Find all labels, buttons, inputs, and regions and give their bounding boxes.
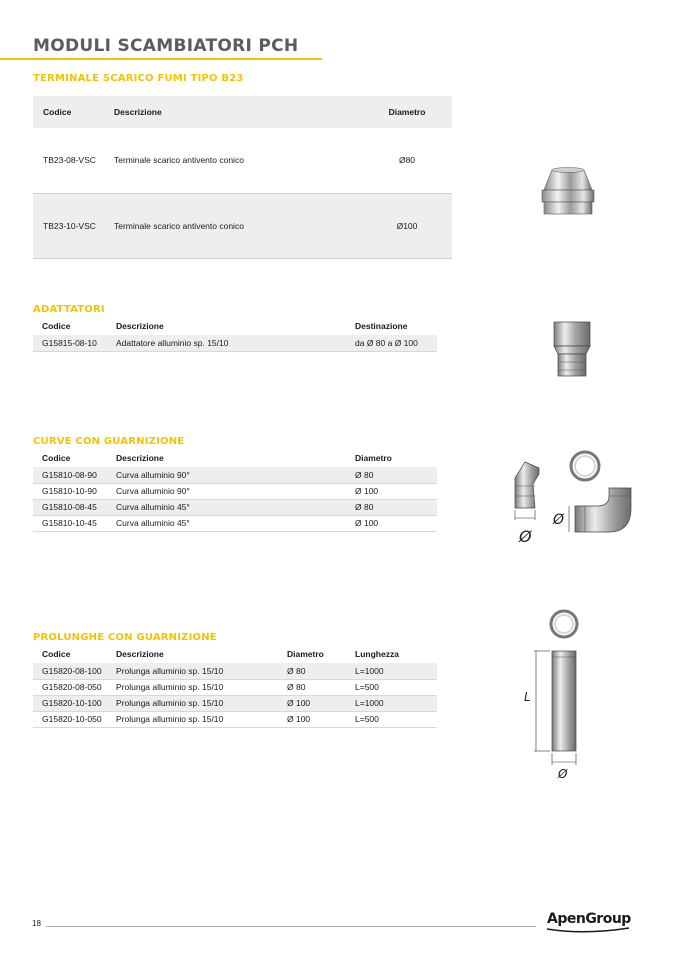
prolunga-diameter-label: Ø bbox=[558, 767, 568, 781]
cell-lunghezza: L=1000 bbox=[346, 695, 437, 711]
table-row bbox=[33, 695, 437, 711]
cell-codice: G15820-08-100 bbox=[33, 663, 107, 679]
cell-descrizione: Curva alluminio 90° bbox=[107, 483, 346, 499]
cell-lunghezza: L=1000 bbox=[346, 663, 437, 679]
apengroup-logo: ApenGroup bbox=[547, 911, 631, 927]
curve-illustration bbox=[505, 450, 635, 550]
table-row bbox=[33, 711, 437, 727]
cell-descrizione: Adattatore alluminio sp. 15/10 bbox=[107, 335, 346, 351]
column-header: Descrizione bbox=[116, 649, 164, 659]
page-title: MODULI SCAMBIATORI PCH bbox=[33, 36, 299, 56]
cell-diametro: Ø 80 bbox=[278, 679, 346, 695]
table-row bbox=[33, 467, 437, 483]
column-header: Diametro bbox=[287, 649, 324, 659]
footer-rule bbox=[46, 926, 536, 927]
column-header: Descrizione bbox=[104, 96, 362, 128]
column-header: Destinazione bbox=[355, 321, 408, 331]
cell-codice: G15810-10-45 bbox=[33, 515, 107, 531]
cell-diametro: Ø100 bbox=[362, 193, 452, 258]
table-terminale bbox=[33, 96, 452, 259]
table-row bbox=[33, 499, 437, 515]
cell-descrizione: Terminale scarico antivento conico bbox=[104, 128, 362, 193]
adattatore-illustration bbox=[550, 320, 594, 380]
prolunga-illustration bbox=[518, 607, 588, 782]
cell-codice: G15810-08-90 bbox=[33, 467, 107, 483]
cell-diametro: Ø 100 bbox=[346, 483, 437, 499]
table-curve bbox=[33, 449, 437, 532]
cell-descrizione: Prolunga alluminio sp. 15/10 bbox=[107, 679, 278, 695]
cell-codice: G15810-08-45 bbox=[33, 499, 107, 515]
cell-codice: G15820-10-100 bbox=[33, 695, 107, 711]
cell-diametro: Ø 100 bbox=[346, 515, 437, 531]
table-header-row bbox=[33, 449, 437, 467]
table-row bbox=[33, 335, 437, 351]
column-header: Codice bbox=[42, 321, 71, 331]
title-underline bbox=[0, 58, 322, 60]
section-heading-curve: CURVE CON GUARNIZIONE bbox=[33, 436, 185, 447]
column-header: Codice bbox=[42, 453, 71, 463]
page-number: 18 bbox=[32, 919, 41, 928]
cell-diametro: Ø 80 bbox=[346, 499, 437, 515]
table-row bbox=[33, 679, 437, 695]
column-header: Codice bbox=[33, 96, 104, 128]
cell-lunghezza: L=500 bbox=[346, 711, 437, 727]
cell-codice: G15820-08-050 bbox=[33, 679, 107, 695]
curve90-diameter-label: Ø bbox=[553, 512, 565, 528]
cell-diametro: Ø 80 bbox=[278, 663, 346, 679]
column-header: Codice bbox=[42, 649, 71, 659]
terminale-cap-illustration bbox=[538, 166, 598, 218]
cell-diametro: Ø 100 bbox=[278, 711, 346, 727]
cell-diametro: Ø 100 bbox=[278, 695, 346, 711]
table-row bbox=[33, 193, 452, 258]
cell-descrizione: Curva alluminio 45° bbox=[107, 499, 346, 515]
section-heading-terminale: TERMINALE SCARICO FUMI TIPO B23 bbox=[33, 73, 244, 84]
cell-codice: TB23-08-VSC bbox=[33, 128, 104, 193]
section-heading-adattatori: ADATTATORI bbox=[33, 304, 105, 315]
table-row bbox=[33, 483, 437, 499]
logo-swoosh-icon bbox=[545, 926, 631, 934]
cell-codice: TB23-10-VSC bbox=[33, 193, 104, 258]
table-row bbox=[33, 128, 452, 193]
curve-diameter-label: Ø bbox=[519, 527, 532, 546]
cell-descrizione: Prolunga alluminio sp. 15/10 bbox=[107, 695, 278, 711]
cell-diametro: Ø 80 bbox=[346, 467, 437, 483]
table-header-row bbox=[33, 96, 452, 128]
column-header: Diametro bbox=[362, 96, 452, 128]
cell-descrizione: Curva alluminio 90° bbox=[107, 467, 346, 483]
table-adattatori bbox=[33, 317, 437, 352]
table-header-row bbox=[33, 645, 437, 663]
table-prolunghe bbox=[33, 645, 437, 728]
cell-codice: G15810-10-90 bbox=[33, 483, 107, 499]
column-header: Descrizione bbox=[116, 453, 164, 463]
table-row bbox=[33, 515, 437, 531]
cell-descrizione: Terminale scarico antivento conico bbox=[104, 193, 362, 258]
column-header: Descrizione bbox=[116, 321, 164, 331]
cell-destinazione: da Ø 80 a Ø 100 bbox=[346, 335, 437, 351]
cell-lunghezza: L=500 bbox=[346, 679, 437, 695]
cell-codice: G15820-10-050 bbox=[33, 711, 107, 727]
cell-diametro: Ø80 bbox=[362, 128, 452, 193]
cell-codice: G15815-08-10 bbox=[33, 335, 107, 351]
cell-descrizione: Curva alluminio 45° bbox=[107, 515, 346, 531]
table-header-row bbox=[33, 317, 437, 335]
prolunga-length-label: L bbox=[524, 690, 531, 704]
table-row bbox=[33, 663, 437, 679]
section-heading-prolunghe: PROLUNGHE CON GUARNIZIONE bbox=[33, 632, 217, 643]
column-header: Lunghezza bbox=[355, 649, 399, 659]
cell-descrizione: Prolunga alluminio sp. 15/10 bbox=[107, 663, 278, 679]
column-header: Diametro bbox=[355, 453, 392, 463]
cell-descrizione: Prolunga alluminio sp. 15/10 bbox=[107, 711, 278, 727]
